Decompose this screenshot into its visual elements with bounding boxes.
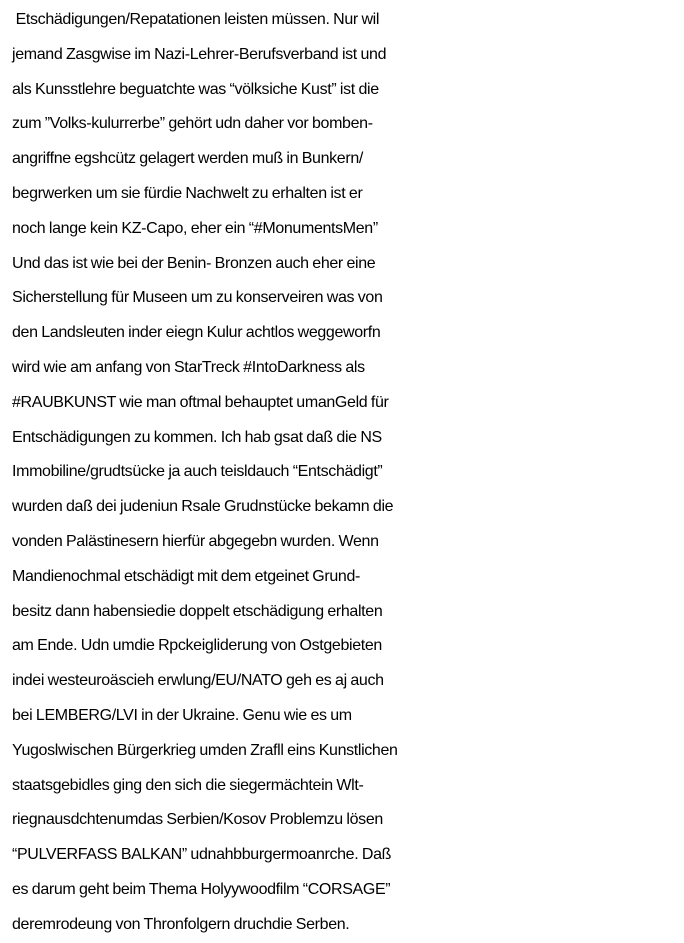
text-line: Immobiline/grudtsücke ja auch teisldauch “Entschädigt” <box>12 463 383 481</box>
text-line: #RAUBKUNST wie man oftmal behauptet umanGeld für <box>12 393 389 411</box>
text-line: bei LEMBERG/LVI in der Ukraine. Genu wie es um <box>12 706 352 724</box>
text-line: am Ende. Udn umdie Rpckeigliderung von Ostgebieten <box>12 637 382 655</box>
text-line: staatsgebidles ging den sich die siegermächtein Wlt- <box>12 776 364 794</box>
text-line: Entschädigungen zu kommen. Ich hab gsat daß die NS <box>12 428 382 446</box>
text-line: besitz dann habensiedie doppelt etschädigung erhalten <box>12 602 383 620</box>
text-line: indei westeuroäscieh erwlung/EU/NATO geh es aj auch <box>12 672 384 690</box>
text-line: es darum geht beim Thema Holyywoodfilm “CORSAGE” <box>12 880 391 898</box>
text-line: als Kunsstlehre beguatchte was “völksiche Kust” ist die <box>12 80 379 98</box>
text-line: Und das ist wie bei der Benin- Bronzen auch eher eine <box>12 254 376 272</box>
body-text <box>12 3 680 943</box>
text-line: wurden daß dei judeniun Rsale Grudnstücke bekamn die <box>12 498 394 516</box>
text-line: noch lange kein KZ-Capo, eher ein “#MonumentsMen” <box>12 219 378 237</box>
text-line: wird wie am anfang von StarTreck #IntoDarkness als <box>12 358 365 376</box>
text-line: Mandienochmal etschädigt mit dem etgeinet Grund- <box>12 567 361 585</box>
text-line: “PULVERFASS BALKAN” udnahbburgermoanrche. Daß <box>12 846 392 864</box>
text-line: begrwerken um sie fürdie Nachwelt zu erhalten ist er <box>12 184 363 202</box>
text-line: den Landsleuten inder eiegn Kulur achtlos weggeworfn <box>12 324 381 342</box>
text-line: Sicherstellung für Museen um zu konserveiren was von <box>12 289 383 307</box>
text-line: zum ”Volks-kulurrerbe” gehört udn daher vor bomben- <box>12 115 373 133</box>
text-line: Etschädigungen/Repatationen leisten müssen. Nur wil <box>12 11 380 28</box>
text-line: angriffne egshcütz gelagert werden muß in Bunkern/ <box>12 150 363 168</box>
text-line: deremrodeung von Thronfolgern druchdie Serben. <box>12 915 350 933</box>
text-line: vonden Palästinesern hierfür abgegebn wurden. Wenn <box>12 532 379 550</box>
text-line: riegnausdchtenumdas Serbien/Kosov Problemzu lösen <box>12 811 383 829</box>
text-line: Yugoslwischen Bürgerkrieg umden Zrafll eins Kunstlichen <box>12 741 398 759</box>
text-line: jemand Zasgwise im Nazi-Lehrer-Berufsverband ist und <box>12 45 387 63</box>
